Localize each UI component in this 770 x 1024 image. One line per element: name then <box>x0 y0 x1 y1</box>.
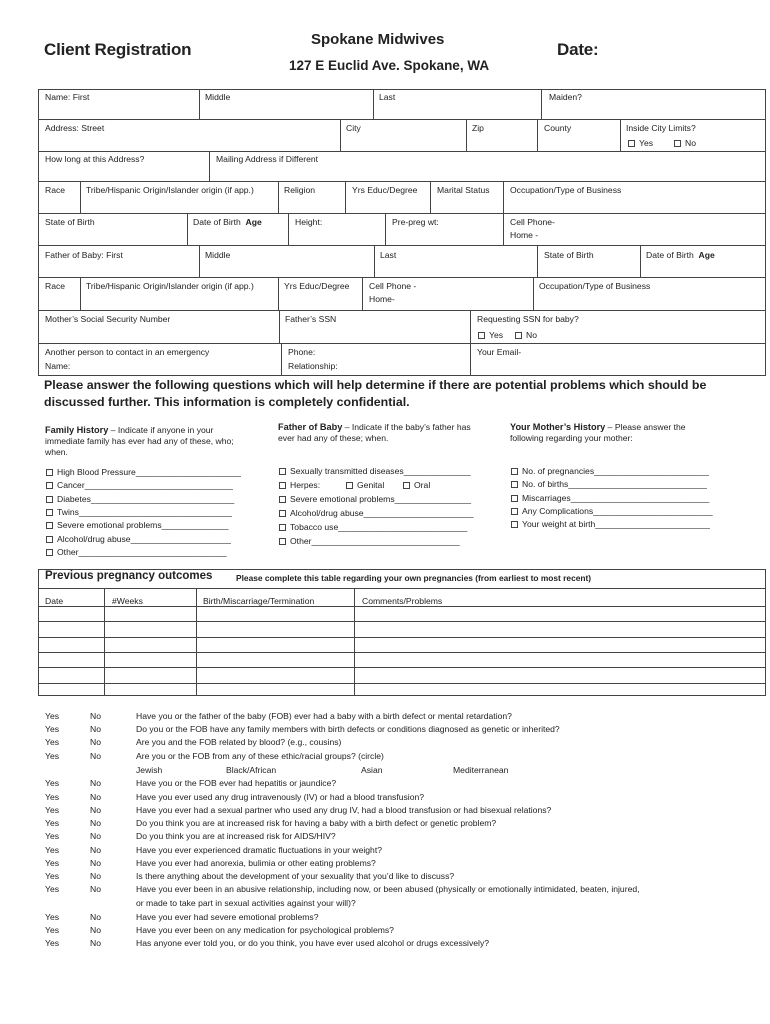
emergency-name-field[interactable]: Name: <box>45 361 71 371</box>
group-asian[interactable]: Asian <box>361 765 383 775</box>
yes-option[interactable]: Yes <box>45 778 60 788</box>
col-weeks: #Weeks <box>112 596 143 606</box>
yes-option[interactable]: Yes <box>45 884 60 894</box>
herpes-oral-option[interactable] <box>403 480 430 490</box>
family-item[interactable] <box>46 534 231 544</box>
checkbox-icon[interactable] <box>478 332 485 339</box>
checkbox-icon[interactable] <box>279 524 286 531</box>
col-date: Date <box>45 596 64 606</box>
org-name: Spokane Midwives <box>311 31 445 48</box>
cell-phone-field[interactable]: Cell Phone- <box>510 217 555 227</box>
checkbox-icon[interactable] <box>628 140 635 147</box>
father-ssn-field[interactable]: Father’s SSN <box>285 314 337 324</box>
email-field[interactable]: Your Email- <box>477 347 522 357</box>
fob-history-header: Father of Baby – Indicate if the baby’s father has ever had any of these; when. <box>278 422 471 443</box>
yes-option[interactable]: Yes <box>45 792 60 802</box>
family-item[interactable] <box>46 480 233 490</box>
fob-item-label: Severe emotional problems________________ <box>290 494 472 504</box>
checkbox-icon[interactable] <box>511 521 518 528</box>
fob-occupation-field[interactable]: Occupation/Type of Business <box>539 281 651 291</box>
fob-last-field[interactable]: Last <box>380 250 397 260</box>
county-field[interactable]: County <box>544 123 572 133</box>
fob-item[interactable] <box>279 536 460 546</box>
question-text: Has anyone ever told you, or do you think, you have ever used alcohol or drugs excessively? <box>136 938 490 948</box>
yes-option[interactable]: Yes <box>45 724 60 734</box>
marital-field[interactable]: Marital Status <box>437 185 490 195</box>
question-text: Have you ever had severe emotional problems? <box>136 912 319 922</box>
checkbox-icon[interactable] <box>674 140 681 147</box>
family-item[interactable] <box>46 520 229 530</box>
mother-item-label: Any Complications_________________________ <box>522 505 713 516</box>
question-13-continued: or made to take part in sexual activities against your will)? <box>136 898 356 908</box>
table-row[interactable] <box>40 668 764 681</box>
form-title: Client Registration <box>44 40 192 59</box>
family-item-label: Twins________________________________ <box>57 506 232 517</box>
question-text: Have you ever had a sexual partner who used any drug IV, had a blood transfusion or had bisexual relations? <box>136 805 552 815</box>
tribe-field[interactable]: Tribe/Hispanic Origin/Islander origin (if app.) <box>86 185 254 195</box>
org-address: 127 E Euclid Ave. Spokane, WA <box>289 58 490 73</box>
mother-item[interactable] <box>511 479 707 489</box>
checkbox-icon[interactable] <box>279 496 286 503</box>
fob-item[interactable] <box>279 508 474 518</box>
name-last-field[interactable]: Last <box>379 92 396 102</box>
prepreg-weight-field[interactable]: Pre-preg wt: <box>392 217 439 227</box>
intro-text: Please answer the following questions which will help determine if there are potential problems which should be discussed further. This information is completely confidential. <box>44 378 707 409</box>
occupation-field[interactable]: Occupation/Type of Business <box>510 185 622 195</box>
emergency-contact-label: Another person to contact in an emergency <box>45 347 210 357</box>
mother-item[interactable] <box>511 506 713 516</box>
no-option[interactable]: No <box>90 778 101 788</box>
no-option[interactable]: No <box>90 858 101 868</box>
maiden-field[interactable]: Maiden? <box>549 92 582 102</box>
table-row[interactable] <box>40 638 764 651</box>
table-row[interactable] <box>40 684 764 697</box>
mother-item[interactable] <box>511 519 710 529</box>
state-of-birth-field[interactable]: State of Birth <box>45 217 95 227</box>
question-text: Do you or the FOB have any family members with birth defects or conditions diagnosed as genetic or inherited? <box>136 724 560 734</box>
fob-item-label: Other_______________________________ <box>290 536 460 546</box>
group-jewish[interactable]: Jewish <box>136 765 163 775</box>
date-label: Date: <box>557 40 599 59</box>
fob-middle-field[interactable]: Middle <box>205 250 231 260</box>
checkbox-icon[interactable] <box>279 510 286 517</box>
checkbox-icon[interactable] <box>346 482 353 489</box>
mother-history-header: Your Mother’s History – Please answer the following regarding your mother: <box>510 422 686 443</box>
checkbox-icon[interactable] <box>515 332 522 339</box>
family-item[interactable] <box>46 507 232 517</box>
checkbox-icon[interactable] <box>511 481 518 488</box>
requesting-ssn-yes[interactable]: Yes <box>478 330 503 341</box>
emergency-phone-field[interactable]: Phone: <box>288 347 316 357</box>
family-item-label: Alcohol/drug abuse_____________________ <box>57 533 231 544</box>
yes-option[interactable]: Yes <box>45 805 60 815</box>
name-middle-field[interactable]: Middle <box>205 92 231 102</box>
question-text: Have you or the father of the baby (FOB) ever had a baby with a birth defect or mental retardation? <box>136 711 512 721</box>
question-text: Have you ever had anorexia, bulimia or other eating problems? <box>136 858 376 868</box>
family-history-header: Family History – Indicate if anyone in your immediate family has ever had any of these, who; when. <box>45 425 234 457</box>
mother-item-label: Miscarriages_____________________________ <box>522 492 710 503</box>
checkbox-icon[interactable] <box>279 482 286 489</box>
requesting-ssn-no[interactable]: No <box>515 330 537 341</box>
question-text: Have you or the FOB ever had hepatitis or jaundice? <box>136 778 337 788</box>
yes-option[interactable]: Yes <box>45 831 60 841</box>
checkbox-icon[interactable] <box>46 522 53 529</box>
herpes-genital-option[interactable] <box>346 480 384 490</box>
mother-item-label: Your weight at birth________________________ <box>522 519 710 530</box>
family-item-label: Other_______________________________ <box>57 546 227 557</box>
no-option[interactable]: No <box>90 792 101 802</box>
home-phone-field[interactable]: Home - <box>510 230 539 240</box>
fob-tribe-field[interactable]: Tribe/Hispanic Origin/Islander origin (if app.) <box>86 281 254 291</box>
previous-pregnancy-title: Previous pregnancy outcomes <box>45 570 213 582</box>
question-text: Is there anything about the development of your sexuality that you’d like to discuss? <box>136 871 455 881</box>
family-item-label: High Blood Pressure______________________ <box>57 467 241 477</box>
yes-option[interactable]: Yes <box>45 925 60 935</box>
table-row[interactable] <box>40 607 764 620</box>
col-comments: Comments/Problems <box>362 596 443 606</box>
question-text: Are you and the FOB related by blood? (e.g., cousins) <box>136 737 342 747</box>
no-option[interactable]: No <box>90 938 101 948</box>
yes-option[interactable]: Yes <box>45 871 60 881</box>
fob-item-label: Sexually transmitted diseases______________ <box>290 466 471 476</box>
educ-field[interactable]: Yrs Educ/Degree <box>352 185 418 195</box>
question-text: Have you ever used any drug intravenously (IV) or had a blood transfusion? <box>136 792 425 802</box>
height-field[interactable]: Height: <box>295 217 323 227</box>
fob-item[interactable] <box>279 522 467 532</box>
no-option[interactable]: No <box>90 884 101 894</box>
family-item[interactable] <box>46 547 227 557</box>
no-option[interactable]: No <box>90 818 101 828</box>
col-outcome: Birth/Miscarriage/Termination <box>203 596 315 606</box>
question-text: Do you think you are at increased risk for AIDS/HIV? <box>136 831 336 841</box>
requesting-ssn-label: Requesting SSN for baby? <box>477 314 579 324</box>
fob-race-field[interactable]: Race <box>45 281 66 291</box>
yes-option[interactable]: Yes <box>45 858 60 868</box>
question-text: Are you or the FOB from any of these ethic/racial groups? (circle) <box>136 751 384 761</box>
no-option[interactable]: No <box>90 912 101 922</box>
checkbox-icon[interactable] <box>46 482 53 489</box>
yes-option[interactable]: Yes <box>45 751 60 761</box>
no-option[interactable]: No <box>90 845 101 855</box>
inside-city-no[interactable]: No <box>674 138 696 149</box>
family-item-label: Cancer_______________________________ <box>57 480 233 491</box>
fob-first-field[interactable]: Father of Baby: First <box>45 250 123 260</box>
mother-item-label: No. of births_____________________________ <box>522 479 707 490</box>
table-row[interactable] <box>40 622 764 635</box>
table-row[interactable] <box>40 653 764 666</box>
question-text: Have you ever experienced dramatic fluctuations in your weight? <box>136 845 383 855</box>
previous-pregnancy-subtitle: Please complete this table regarding your own pregnancies (from earliest to most recent) <box>236 573 592 583</box>
fob-item-label: Herpes: <box>290 480 321 490</box>
dob-field[interactable]: Date of Birth Age <box>193 217 262 227</box>
no-option[interactable]: No <box>90 831 101 841</box>
zip-field[interactable]: Zip <box>472 123 484 133</box>
checkbox-icon[interactable] <box>279 468 286 475</box>
fob-item[interactable] <box>279 480 320 490</box>
fob-educ-field[interactable]: Yrs Educ/Degree <box>284 281 350 291</box>
fob-item[interactable] <box>279 466 471 476</box>
yes-option[interactable]: Yes <box>45 737 60 747</box>
herpes-oral-label: Oral <box>414 480 431 490</box>
city-field[interactable]: City <box>346 123 361 133</box>
inside-city-label: Inside City Limits? <box>626 123 696 133</box>
family-item[interactable] <box>46 467 241 477</box>
checkbox-icon[interactable] <box>403 482 410 489</box>
checkbox-icon[interactable] <box>46 496 53 503</box>
family-item-label: Diabetes______________________________ <box>57 493 235 504</box>
fob-cell-field[interactable]: Cell Phone - <box>369 281 417 291</box>
group-mediterranean[interactable]: Mediterranean <box>453 765 509 775</box>
family-item[interactable] <box>46 494 234 504</box>
no-option[interactable]: No <box>90 871 101 881</box>
mother-item[interactable] <box>511 466 709 476</box>
checkbox-icon[interactable] <box>511 495 518 502</box>
no-option[interactable]: No <box>90 711 101 721</box>
fob-state-field[interactable]: State of Birth <box>544 250 594 260</box>
checkbox-icon[interactable] <box>46 469 53 476</box>
herpes-genital-label: Genital <box>357 480 385 490</box>
yes-option[interactable]: Yes <box>45 818 60 828</box>
address-street-field[interactable]: Address: Street <box>45 123 105 133</box>
mother-item[interactable] <box>511 493 709 503</box>
question-text: Have you ever been on any medication for psychological problems? <box>136 925 394 935</box>
checkbox-icon[interactable] <box>46 509 53 516</box>
no-option[interactable]: No <box>90 925 101 935</box>
checkbox-icon[interactable] <box>46 549 53 556</box>
fob-item[interactable] <box>279 494 471 504</box>
mailing-address-field[interactable]: Mailing Address if Different <box>216 154 319 164</box>
race-field[interactable]: Race <box>45 185 66 195</box>
checkbox-icon[interactable] <box>46 536 53 543</box>
fob-home-field[interactable]: Home- <box>369 294 395 304</box>
yes-option[interactable]: Yes <box>45 711 60 721</box>
religion-field[interactable]: Religion <box>284 185 316 195</box>
no-option[interactable]: No <box>90 805 101 815</box>
question-text: Do you think you are at increased risk for having a baby with a birth defect or genetic problem? <box>136 818 497 828</box>
name-first-field[interactable]: Name: First <box>45 92 90 102</box>
question-text: Have you ever been in an abusive relationship, including now, or been abused (physically or emotionally intimidated, beaten, injured, <box>136 884 640 894</box>
no-option[interactable]: No <box>90 751 101 761</box>
checkbox-icon[interactable] <box>511 468 518 475</box>
yes-option[interactable]: Yes <box>45 912 60 922</box>
inside-city-yes[interactable]: Yes <box>628 138 653 149</box>
emergency-relationship-field[interactable]: Relationship: <box>288 361 338 371</box>
fob-item-label: Tobacco use___________________________ <box>290 522 468 532</box>
fob-item-label: Alcohol/drug abuse_______________________ <box>290 508 474 518</box>
mother-ssn-field[interactable]: Mother’s Social Security Number <box>45 314 171 324</box>
yes-option[interactable]: Yes <box>45 845 60 855</box>
checkbox-icon[interactable] <box>511 508 518 515</box>
no-option[interactable]: No <box>90 737 101 747</box>
no-option[interactable]: No <box>90 724 101 734</box>
group-black-african[interactable]: Black/African <box>226 765 277 775</box>
fob-dob-field[interactable]: Date of Birth Age <box>646 250 715 260</box>
how-long-field[interactable]: How long at this Address? <box>45 154 145 164</box>
yes-option[interactable]: Yes <box>45 938 60 948</box>
mother-item-label: No. of pregnancies________________________ <box>522 466 709 476</box>
family-item-label: Severe emotional problems______________ <box>57 520 229 531</box>
checkbox-icon[interactable] <box>279 538 286 545</box>
